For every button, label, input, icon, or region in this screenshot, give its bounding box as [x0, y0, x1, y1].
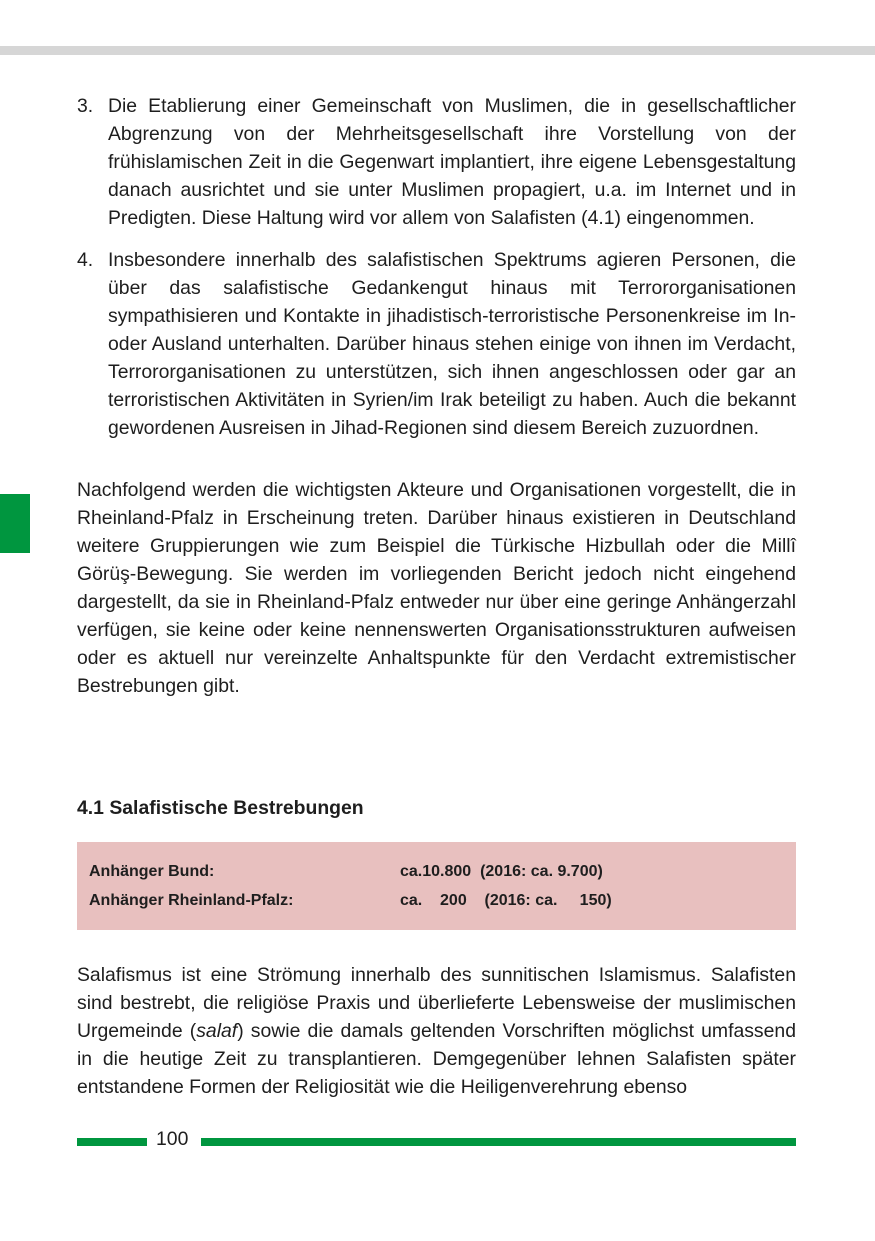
list-item-text: Insbesondere innerhalb des salafistischen Spektrums agieren Personen, die über das salafistische Gedankengut hinaus mit Terrororganisationen sympathisieren und Kontakte in jihadistisch-terroristische Personenkreise im In- oder Ausland unterhalten. Darüber hinaus stehen einige von ihnen im Verdacht, Terrororganisationen zu unterstützen, sich ihnen angeschlossen oder gar an terroristischen Aktivitäten in Syrien/im Irak beteiligt zu haben. Auch die bekannt gewordenen Ausreisen in Jihad-Regionen sind diesem Bereich zuzuordnen.: [108, 249, 796, 439]
footer-bar-right: [201, 1138, 796, 1146]
page-number: 100: [156, 1128, 189, 1150]
footer-bar-left: [77, 1138, 147, 1146]
chapter-side-tab: [0, 494, 30, 553]
section-title: 4.1 Salafistische Bestrebungen: [77, 797, 364, 819]
top-rule: [0, 46, 875, 55]
stats-box: [77, 842, 796, 930]
stat-row-rlp: [89, 892, 612, 964]
italic-term: salaf: [196, 1020, 238, 1042]
body-text-start: Salafismus ist eine Strömung innerhalb des sunnitischen Islamismus. Salafisten sind bestrebt, die religiöse Praxis und überlieferte Lebensweise der muslimischen Urgemeinde (: [77, 964, 796, 1042]
body-text-end: ) sowie die damals geltenden Vorschriften möglichst umfassend in die heutige Zeit zu transplantieren. Demgegenüber lehnen Salafisten später entstandene Formen der Religiosität wie die Heiligenverehrung ebenso: [77, 1020, 796, 1098]
stat-label: Anhänger Rheinland-Pfalz:: [89, 892, 294, 909]
stat-label: Anhänger Bund:: [89, 863, 215, 880]
main-content: [77, 92, 796, 700]
list-item: [77, 92, 796, 232]
stat-value: ca. 200 (2016: ca. 150): [400, 892, 612, 909]
stat-value: ca.10.800 (2016: ca. 9.700): [400, 863, 603, 880]
list-item: [77, 246, 796, 442]
list-item-text: Die Etablierung einer Gemeinschaft von Muslimen, die in gesellschaftlicher Abgrenzung von der Mehrheitsgesellschaft ihre Vorstellung von der frühislamischen Zeit in die Gegenwart implantiert, ihre eigene Lebensgestaltung danach ausrichtet und sie unter Muslimen propagiert, u.a. im Internet und in Predigten. Diese Haltung wird vor allem von Salafisten (4.1) eingenommen.: [108, 95, 796, 229]
list-item-number: 4.: [77, 249, 94, 271]
list-item-number: 3.: [77, 95, 94, 117]
intro-paragraph: Nachfolgend werden die wichtigsten Akteure und Organisationen vorgestellt, die in Rheinland-Pfalz in Erscheinung treten. Darüber hinaus existieren in Deutschland weitere Gruppierungen wie zum Beispiel die Türkische Hizbullah oder die Millî Görüş-Bewegung. Sie werden im vorliegenden Bericht jedoch nicht eingehend dargestellt, da sie in Rheinland-Pfalz entweder nur über eine geringe Anhängerzahl verfügen, sie keine oder keine nennenswerten Organisationsstrukturen aufweisen oder es aktuell nur vereinzelte Anhaltspunkte für den Verdacht extremistischer Bestrebungen gibt.: [77, 479, 796, 697]
body-paragraph: [77, 961, 796, 1101]
